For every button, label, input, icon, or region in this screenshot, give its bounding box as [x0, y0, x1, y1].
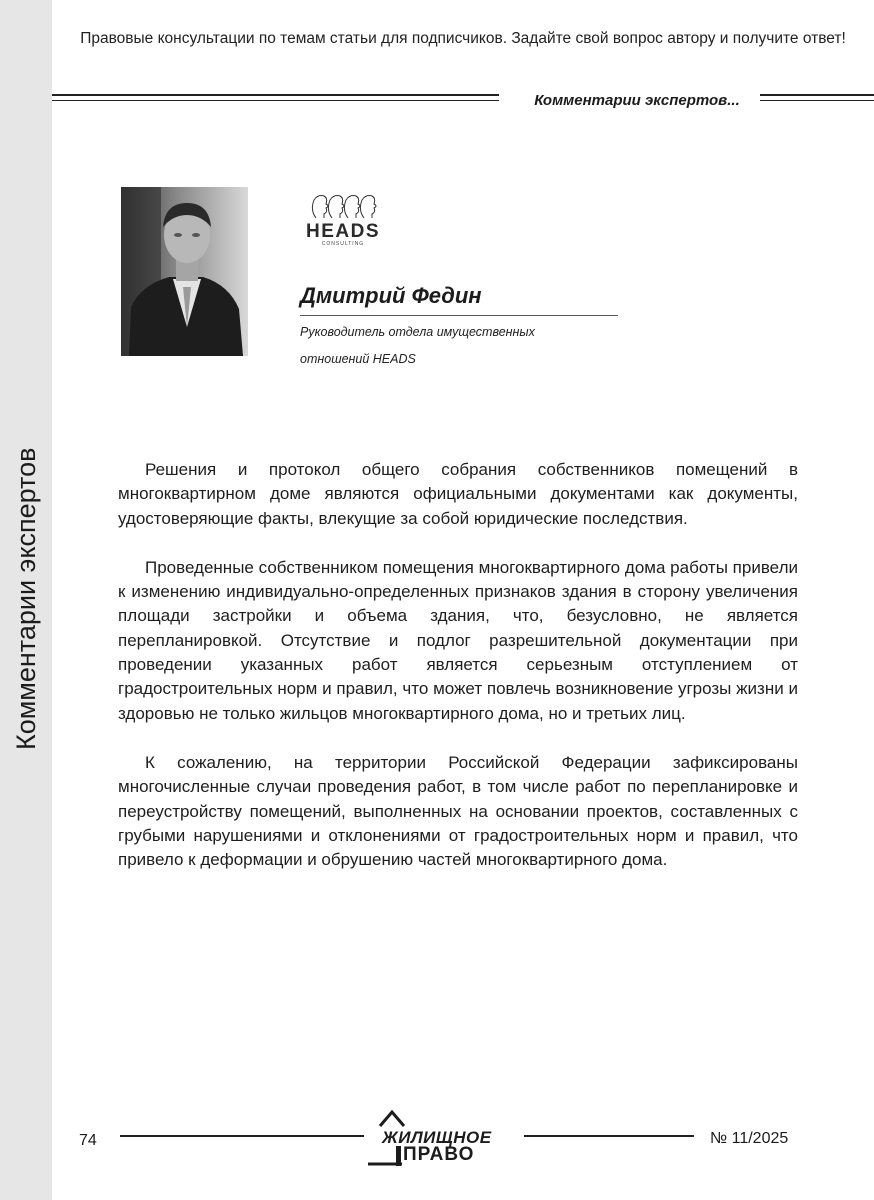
issue-number: № 11/2025: [710, 1130, 789, 1147]
heads-profiles-icon: [306, 190, 380, 222]
article-paragraph: К сожалению, на территории Российской Федерации зафиксированы многочисленные случаи проведения работ, в том числе работ по перепланировке и переустройству помещений, выполненных на основании проектов, составленных с грубыми нарушениями и отклонениями от градостроительных норм и правил, что привело к деформации и обрушению частей многоквартирного дома.: [118, 752, 798, 870]
magazine-logo-line1: ЖИЛИЩНОЕ: [382, 1128, 492, 1147]
author-role-line: Руководитель отдела имущественных: [300, 325, 535, 339]
footer-rule-left: [120, 1135, 364, 1137]
article-paragraph: Решения и протокол общего собрания собственников помещений в многоквартирном доме являются официальными документами как документы, удостоверяющие факты, влекущие за собой юридические последствия.: [118, 460, 798, 528]
sidebar-strip: [0, 0, 52, 1200]
header-rule-right: [760, 94, 874, 101]
magazine-logo-line2: ПРАВО: [403, 1144, 475, 1165]
section-title: Комментарии экспертов...: [534, 92, 740, 109]
article-paragraph: Проведенные собственником помещения многоквартирного дома работы привели к изменению индивидуально-определенных признаков здания в сторону увеличения площади застройки и объема здания, что, безусловно, не является перепланировкой. Отсутствие и подлог разрешительной документации при проведении указанных работ является серьезным отступлением от градостроительных норм и правил, что может повлечь возникновение угрозы жизни и здоровью не только жильцов многоквартирного дома, но и третьих лиц.: [118, 557, 798, 723]
author-photo: [121, 187, 248, 356]
article-body: [118, 458, 798, 897]
page-footer: [52, 1100, 874, 1170]
sidebar-section-label: Комментарии экспертов: [11, 447, 41, 750]
company-logo: [306, 190, 386, 250]
footer-rule-right: [524, 1135, 694, 1137]
header-rule-left: [52, 94, 499, 101]
magazine-logo: [366, 1106, 516, 1170]
author-role-line: отношений HEADS: [300, 352, 416, 366]
subscriber-banner: Правовые консультации по темам статьи для подписчиков. Задайте свой вопрос автору и получите ответ!: [80, 30, 846, 47]
company-logo-subtext: CONSULTING: [321, 241, 365, 247]
author-name: Дмитрий Федин: [300, 283, 482, 308]
company-logo-text: HEADS: [306, 221, 381, 242]
author-divider: [300, 315, 618, 316]
author-role: [300, 319, 620, 373]
section-header: [52, 90, 874, 112]
page-number: 74: [79, 1132, 97, 1149]
